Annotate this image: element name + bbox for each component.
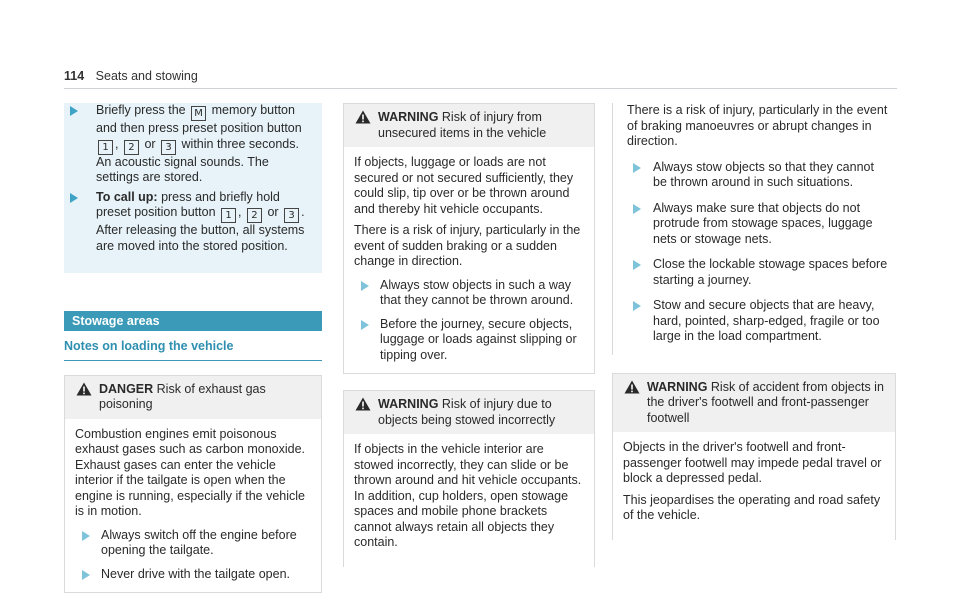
warning-text: This jeopardises the operating and road safety of the vehicle. [623, 493, 885, 524]
arrow-icon [633, 260, 641, 270]
warning-text: There is a risk of injury, particularly in the event of braking manoeuvres or abrupt changes in direction. [627, 103, 888, 150]
danger-text: Combustion engines emit poisonous exhaust gases such as carbon monoxide. Exhaust gases can enter the vehicle interior if the tailgate is open when the engine is running, especially if the vehicle is in motion. [75, 427, 311, 520]
warning-body [344, 434, 594, 567]
warning-box-footwell [612, 373, 896, 540]
warning-step [627, 201, 888, 248]
column-2 [343, 103, 595, 567]
warning-header [613, 374, 895, 433]
warning-triangle-icon [355, 397, 371, 411]
step-text: Briefly press the [96, 103, 186, 117]
warning-step [354, 278, 584, 309]
step-call-up: To call up: press and briefly hold preset position button 1 , 2 or 3 . After releasing the button, all systems are moved into the stored position. [96, 190, 314, 255]
step-text: Always stow objects so that they cannot be thrown around in such situations. [653, 160, 874, 190]
preset-1-key-icon: 1 [221, 208, 236, 223]
step-text: or [144, 137, 155, 151]
warning-box-unsecured-items [343, 103, 595, 374]
warning-title: Risk of injury due to objects being stowed incorrectly [378, 397, 555, 427]
warning-triangle-icon [624, 380, 640, 394]
step-store-position: Briefly press the M memory button and then press preset position button 1 , 2 or 3 within three seconds. An acoustic signal sounds. The settings are stored. [96, 103, 314, 186]
step-label: To call up: [96, 190, 158, 204]
warning-text: Objects in the driver's footwell and front-passenger footwell may impede pedal travel or block a depressed pedal. [623, 440, 885, 487]
page-number: 114 [64, 69, 84, 83]
arrow-icon [633, 163, 641, 173]
running-title: Seats and stowing [96, 69, 198, 83]
warning-header [344, 391, 594, 434]
warning-step [627, 257, 888, 288]
arrow-icon [361, 320, 369, 330]
arrow-icon [82, 570, 90, 580]
step-text: Always switch off the engine before opening the tailgate. [101, 528, 297, 558]
warning-title: Risk of accident from objects in the driver's footwell and front-passenger footwell [647, 380, 884, 425]
step-text: memory button and then press preset position button [96, 103, 302, 135]
danger-box [64, 375, 322, 593]
warning-text: If objects in the vehicle interior are stowed incorrectly, they can slide or be thrown around and hit vehicle occupants. In addition, cup holders, open stowage spaces and mobile phone brackets cannot always retain all objects they contain. [354, 442, 584, 551]
warning-text: There is a risk of injury, particularly in the event of sudden braking or a sudden change in direction. [354, 223, 584, 270]
danger-label: DANGER [99, 382, 153, 396]
step-text: Before the journey, secure objects, luggage or loads against slipping or tipping over. [380, 317, 577, 362]
step-result: An acoustic signal sounds. The settings are stored. [96, 155, 314, 186]
preset-2-key-icon: 2 [247, 208, 262, 223]
header-divider [64, 88, 897, 89]
danger-title: Risk of exhaust gas poisoning [99, 382, 266, 412]
memory-steps [64, 103, 322, 273]
arrow-icon [70, 106, 78, 116]
step-text: press and briefly hold preset position button [96, 190, 280, 220]
warning-step [627, 298, 888, 345]
preset-1-key-icon: 1 [98, 140, 113, 155]
step-text: Always stow objects in such a way that they cannot be thrown around. [380, 278, 573, 308]
warning-step [354, 317, 584, 364]
column-3 [612, 103, 896, 540]
step-text: or [267, 205, 278, 219]
step-text: Close the lockable stowage spaces before starting a journey. [653, 257, 887, 287]
warning-label: WARNING [378, 397, 438, 411]
danger-step [75, 567, 311, 583]
warning-title: Risk of injury from unsecured items in the vehicle [378, 110, 546, 140]
warning-label: WARNING [378, 110, 438, 124]
preset-3-key-icon: 3 [284, 208, 299, 223]
danger-step [75, 528, 311, 559]
warning-body [344, 147, 594, 373]
memory-key-icon: M [191, 106, 206, 121]
warning-label: WARNING [647, 380, 707, 394]
section-title: Stowage areas [64, 311, 322, 331]
warning-box-stowed-incorrectly [343, 390, 595, 567]
arrow-icon [633, 301, 641, 311]
step-text: Never drive with the tailgate open. [101, 567, 290, 581]
warning-triangle-icon [76, 382, 92, 396]
arrow-icon [70, 193, 78, 203]
column-1 [64, 103, 322, 593]
step-text: within three seconds. [182, 137, 299, 151]
step-result: After releasing the button, all systems are moved into the stored position. [96, 223, 314, 254]
warning-header [344, 104, 594, 147]
step-text: Always make sure that objects do not protrude from stowage spaces, luggage nets or stowage nets. [653, 201, 873, 246]
arrow-icon [633, 204, 641, 214]
step-text: Stow and secure objects that are heavy, hard, pointed, sharp-edged, fragile or too large in the load compartment. [653, 298, 880, 343]
danger-header [65, 376, 321, 419]
preset-2-key-icon: 2 [124, 140, 139, 155]
arrow-icon [82, 531, 90, 541]
subsection-title: Notes on loading the vehicle [64, 339, 322, 361]
arrow-icon [361, 281, 369, 291]
danger-body [65, 419, 321, 593]
preset-3-key-icon: 3 [161, 140, 176, 155]
warning-step [627, 160, 888, 191]
warning-body [613, 432, 895, 540]
warning-text: If objects, luggage or loads are not secured or not secured sufficiently, they could slip, tip over or be thrown around and thereby hit vehicle occupants. [354, 155, 584, 217]
page-header [64, 69, 198, 83]
warning-triangle-icon [355, 110, 371, 124]
warning-continued [612, 103, 896, 355]
